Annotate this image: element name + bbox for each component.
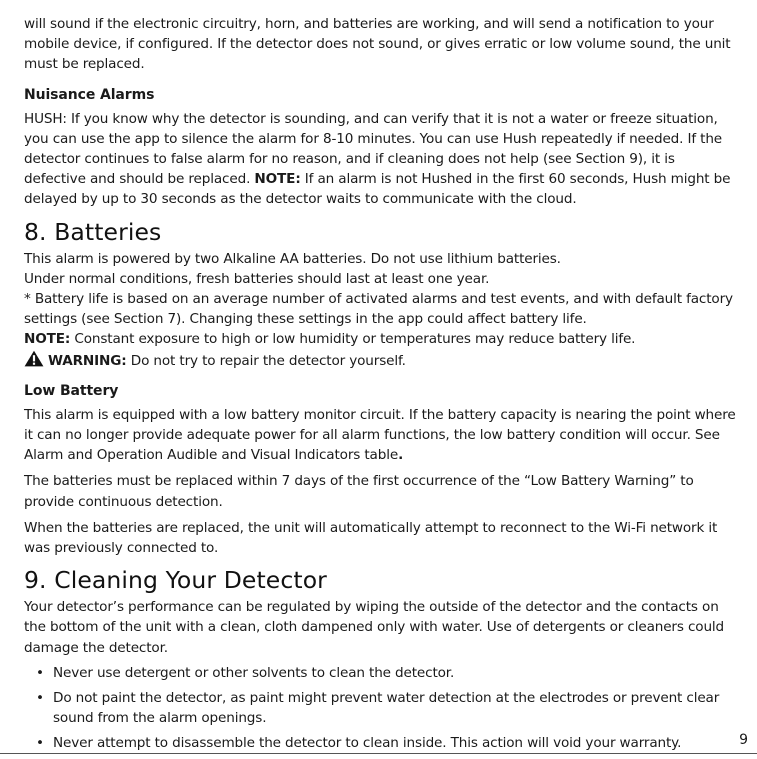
batteries-warning (24, 350, 736, 371)
list-item (24, 663, 736, 683)
low-battery-paragraph-1 (24, 405, 736, 466)
low-battery-period: . (398, 447, 404, 464)
low-battery-paragraph-2: The batteries must be replaced within 7 days of the first occurrence of the “Low Battery Warning” to provide continuous detection. (24, 473, 694, 510)
batteries-note (24, 329, 736, 349)
warning-text: Do not try to repair the detector yourself. (130, 352, 406, 369)
list-item (24, 688, 736, 728)
nuisance-note-label: NOTE: (254, 171, 301, 188)
nuisance-note-text: If an alarm is not Hushed in the first 60 seconds, Hush might be delayed by up to 30 seconds as the detector waits to communicate with the cloud. (24, 171, 731, 208)
page-number: 9 (739, 732, 748, 748)
cleaning-paragraph: Your detector’s performance can be regulated by wiping the outside of the detector and the contacts on the bottom of the unit with a clean, cloth dampened only with water. Use of detergents or cleaners could damage the detector. (24, 599, 725, 656)
footer-divider (0, 753, 757, 754)
bullet-icon: • (36, 664, 44, 681)
low-battery-monitor-text: This alarm is equipped with a low battery monitor circuit. If the battery capacity is nearing the point where it can no longer provide adequate power for all alarm functions, the low battery condition will occur. See Alarm and Operation Audible and Visual Indicators table (24, 406, 736, 464)
warning-label: WARNING: (48, 352, 127, 369)
list-item (24, 733, 736, 753)
list-item-text: Do not paint the detector, as paint might prevent water detection at the electrodes or prevent clear sound from the alarm openings. (53, 690, 720, 727)
list-item-text: Never attempt to disassemble the detector to clean inside. This action will void your warranty. (53, 735, 682, 752)
batteries-note-label: NOTE: (24, 331, 71, 348)
list-item-text: Never use detergent or other solvents to clean the detector. (53, 664, 455, 681)
cleaning-bullet-list (24, 663, 736, 754)
low-battery-paragraph-3: When the batteries are replaced, the unit will automatically attempt to reconnect to the Wi-Fi network it was previously connected to. (24, 519, 718, 557)
nuisance-alarms-heading: Nuisance Alarms (24, 86, 155, 103)
batteries-line-lifetime: Under normal conditions, fresh batteries should last at least one year. (24, 270, 490, 287)
hush-text: HUSH: If you know why the detector is sounding, and can verify that it is not a water or freeze situation, you can use the app to silence the alarm for 8-10 minutes. You can use Hush repeatedly if needed. If the detector continues to false alarm for no reason, and if cleaning does not help (see Section 9), it is defective and should be replaced. (24, 110, 723, 188)
bullet-icon: • (36, 735, 44, 752)
cleaning-heading: 9. Cleaning Your Detector (24, 566, 327, 595)
batteries-line-footnote: * Battery life is based on an average number of activated alarms and test events, and with default factory settings (see Section 7). Changing these settings in the app could affect battery life. (24, 291, 733, 328)
nuisance-alarms-paragraph (24, 109, 736, 210)
batteries-heading: 8. Batteries (24, 217, 162, 246)
batteries-line-alkaline: This alarm is powered by two Alkaline AA batteries. Do not use lithium batteries. (24, 250, 561, 267)
bullet-icon: • (36, 690, 44, 707)
batteries-note-text: Constant exposure to high or low humidity or temperatures may reduce battery life. (74, 331, 636, 348)
intro-paragraph: will sound if the electronic circuitry, horn, and batteries are working, and will send a notification to your mobile device, if configured. If the detector does not sound, or gives erratic or low volume sound, the unit must be replaced. (24, 16, 731, 73)
warning-triangle-icon (24, 350, 44, 367)
manual-page (24, 14, 736, 759)
low-battery-heading: Low Battery (24, 382, 119, 399)
